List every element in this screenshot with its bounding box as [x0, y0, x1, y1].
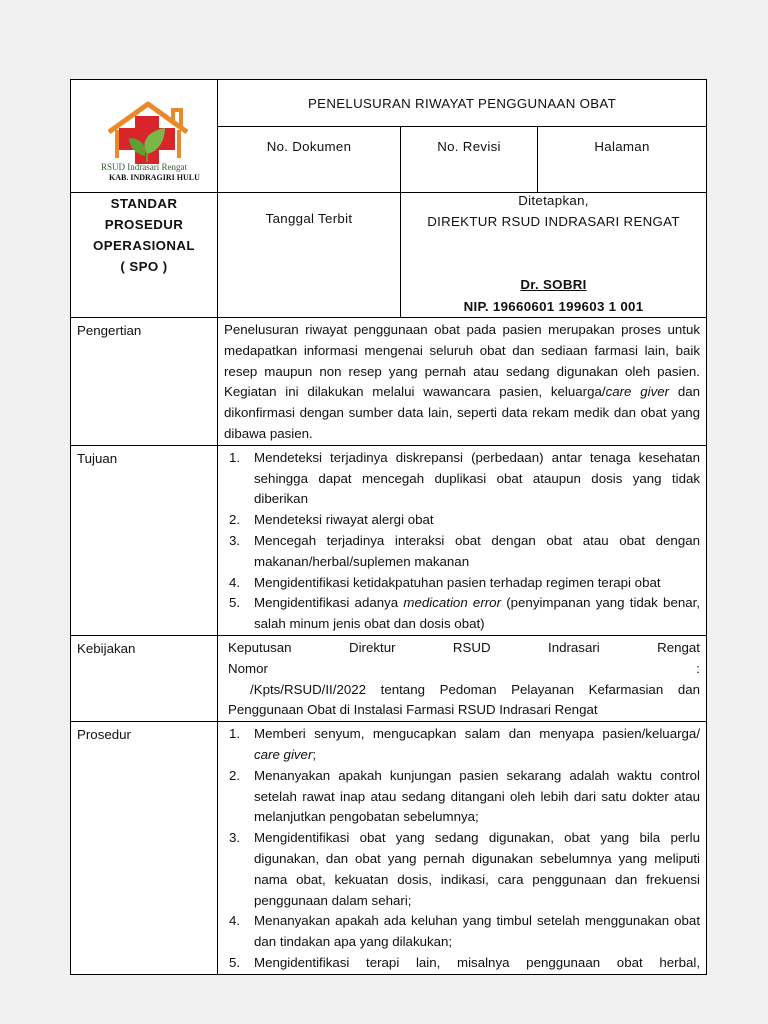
prosedur-label-cell [71, 722, 218, 975]
list-item-number: 1. [229, 726, 241, 742]
tujuan-label: Tujuan [77, 450, 118, 466]
document-title: PENELUSURAN RIWAYAT PENGGUNAAN OBAT [308, 95, 617, 111]
pengertian-label: Pengertian [77, 323, 142, 338]
kebijakan-label-cell [71, 635, 218, 721]
signer-nip: NIP. 19660601 199603 1 001 [463, 299, 644, 314]
list-item [224, 593, 700, 635]
list-item-text-b: (penyimpanan yang tidak benar, salah minum jenis obat dan dosis obat) [254, 595, 701, 632]
list-item [224, 828, 700, 911]
list-item-number: 5. [229, 954, 241, 970]
spo-title-cell [71, 193, 218, 318]
list-item-text-b: ; [312, 746, 317, 762]
prosedur-list [224, 724, 700, 974]
list-item-number: 1. [229, 449, 241, 465]
tanggal-terbit-cell [218, 193, 401, 318]
list-item-text: Mencegah terjadinya interaksi obat dengan obat atau obat dengan makanan/herbal/suplemen makanan [254, 532, 701, 569]
kebijakan-line-1: Keputusan Direktur RSUD Indrasari Rengat Nomor : [228, 639, 701, 676]
tujuan-list [224, 448, 700, 635]
list-item-number: 3. [229, 532, 241, 548]
direktur-label: DIREKTUR RSUD INDRASARI RENGAT [427, 214, 680, 229]
list-item [224, 531, 700, 573]
list-item-number: 3. [229, 830, 241, 846]
spo-table [70, 79, 707, 975]
list-item-text: Mengidentifikasi terapi lain, misalnya penggunaan obat herbal, [254, 954, 701, 970]
kebijakan-line-2: /Kpts/RSUD/II/2022 tentang Pedoman Pelayanan Kefarmasian dan Penggunaan Obat di Instalasi Farmasi RSUD Indrasari Rengat [228, 681, 701, 718]
no-dokumen-label: No. Dokumen [266, 139, 352, 154]
list-item-text-italic: medication error [403, 595, 501, 611]
logo-text-hospital: RSUD Indrasari Rengat [101, 162, 187, 172]
list-item-text: Mengidentifikasi ketidakpatuhan pasien terhadap regimen terapi obat [254, 574, 661, 590]
logo-cell [71, 80, 218, 193]
list-item-number: 2. [229, 512, 241, 528]
document-title-cell [218, 80, 707, 127]
ditetapkan-label: Ditetapkan, [518, 193, 589, 208]
list-item-text-a: Mengidentifikasi adanya [254, 595, 404, 611]
kebijakan-content [218, 635, 707, 721]
list-item-text: Mendeteksi riwayat alergi obat [254, 512, 434, 528]
list-item-number: 2. [229, 767, 241, 783]
no-dokumen-cell [218, 127, 401, 193]
list-item [224, 724, 700, 766]
prosedur-content [218, 722, 707, 975]
list-item [224, 448, 700, 510]
no-revisi-cell [401, 127, 538, 193]
tujuan-content [218, 445, 707, 635]
list-item-text: Mendeteksi terjadinya diskrepansi (perbedaan) antar tenaga kesehatan sehingga dapat mencegah duplikasi obat ataupun dosis yang tidak diberikan [254, 449, 701, 507]
list-item-text: Mengidentifikasi obat yang sedang digunakan, obat yang bila perlu digunakan, dan obat yang pernah digunakan sebelumnya yang meliputi nama obat, kekuatan dosis, indikasi, cara penggunaan dan frekuensi penggunaan dalam sehari; [254, 830, 701, 908]
signer-name: Dr. SOBRI [520, 277, 587, 292]
list-item-number: 4. [229, 574, 241, 590]
halaman-cell [538, 127, 707, 193]
tujuan-label-cell [71, 445, 218, 635]
spo-line-abbrev: ( SPO ) [120, 259, 168, 274]
list-item [224, 510, 700, 531]
list-item [224, 766, 700, 828]
spo-line-prosedur: PROSEDUR [104, 217, 184, 232]
tanggal-terbit-label: Tanggal Terbit [265, 211, 353, 226]
list-item-text: Menanyakan apakah ada keluhan yang timbul setelah menggunakan obat dan tindakan apa yang dilakukan; [254, 913, 701, 950]
halaman-label: Halaman [594, 139, 650, 154]
list-item-text-italic: care giver [254, 746, 313, 762]
logo-text-region: KAB. INDRAGIRI HULU [109, 173, 200, 182]
approval-cell [401, 193, 707, 318]
spo-line-operasional: OPERASIONAL [93, 238, 195, 253]
spo-line-standar: STANDAR [110, 196, 178, 211]
pengertian-text-italic: care giver [605, 384, 670, 400]
list-item [224, 953, 700, 974]
list-item-text-a: Memberi senyum, mengucapkan salam dan menyapa pasien/keluarga/ [254, 726, 701, 742]
list-item [224, 573, 700, 594]
pengertian-content [218, 318, 707, 446]
list-item-number: 4. [229, 913, 241, 929]
list-item-text: Menanyakan apakah kunjungan pasien sekarang adalah waktu control setelah rawat inap atau sedang ditangani oleh lebih dari satu dokter atau melanjutkan pengobatan sebelumnya; [254, 767, 701, 825]
pengertian-text-a: Penelusuran riwayat penggunaan obat pada pasien merupakan proses untuk medapatkan informasi mengenai seluruh obat dan sediaan farmasi lain, baik resep maupun non resep yang pernah atau sedang digunakan oleh pasien. Kegiatan ini dilakukan melalui wawancara pasien, keluarga/ [224, 322, 701, 400]
pengertian-text-b: dan dikonfirmasi dengan sumber data lain, seperti data rekam medik dan obat yang dibawa pasien. [224, 384, 701, 441]
pengertian-label-cell [71, 318, 218, 446]
kebijakan-label: Kebijakan [77, 640, 136, 656]
list-item [224, 911, 700, 953]
no-revisi-label: No. Revisi [437, 139, 501, 154]
prosedur-label: Prosedur [77, 727, 131, 743]
list-item-number: 5. [229, 595, 241, 611]
hospital-logo [95, 96, 205, 186]
